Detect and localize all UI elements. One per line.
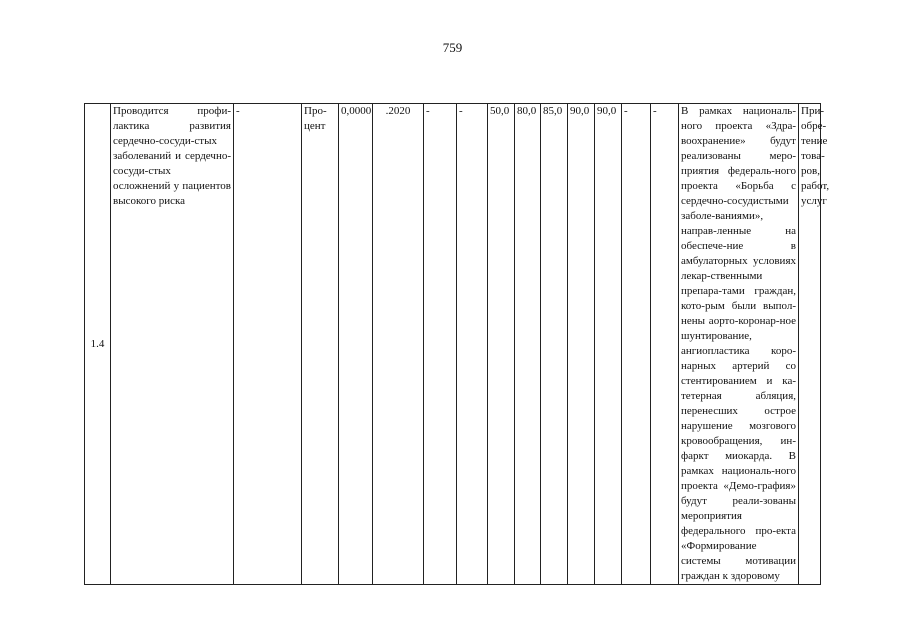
- value-3: 85,0: [543, 105, 563, 117]
- base-value-cell: [339, 104, 373, 585]
- value-2021-cell: [488, 104, 515, 585]
- value-2: 80,0: [517, 105, 537, 117]
- type-text: При-обре-тение това-ров, работ, услуг: [801, 105, 830, 207]
- measure-text: Проводится профи-лактика развития сердечно-сосуди-стых заболеваний и сердечно-сосуди-стых осложнений у пациентов высокого риска: [113, 105, 231, 207]
- col8-cell: [457, 104, 488, 585]
- unit-cell: [302, 104, 339, 585]
- value-4: 90,0: [570, 105, 590, 117]
- col14-value: -: [624, 105, 628, 117]
- description-cell: [679, 104, 799, 585]
- indicator-table: [84, 103, 830, 585]
- measure-cell: [111, 104, 234, 585]
- base-year: .2020: [385, 105, 411, 117]
- value-2025-cell: [595, 104, 622, 585]
- description-text: В рамках националь-ного проекта «Здра-воохранение» будут реализованы меро-приятия федераль-ного проекта «Борьба с сердечно-сосудистыми заболе-ваниями», направ-ленные на обеспече-ние в амбулаторных условиях лекар-ственными препара-тами граждан, кото-рым были выпол-нены аорто-коронар-ное шунтирование, ангиопластика корo-нарных артерий со стентированием и ка-тетерная абляция, перенесших острое нарушение мозгового кровообращения, ин-фаркт миокарда. В рамках националь-ного проекта «Демо-графия» будут реали-зованы мероприятия федерального про-екта «Формирование системы мотивации граждан к здоровому: [681, 105, 796, 582]
- value-2022-cell: [515, 104, 541, 585]
- row-number-cell: [85, 104, 111, 585]
- row-number: 1.4: [90, 337, 105, 350]
- table-row: [85, 104, 821, 585]
- col7-value: -: [426, 105, 430, 117]
- base-value: 0,0000: [341, 105, 372, 117]
- value-5: 90,0: [597, 105, 617, 117]
- col3-value: -: [236, 105, 240, 117]
- col7-cell: [424, 104, 457, 585]
- page-number: 759: [442, 40, 463, 55]
- value-2024-cell: [568, 104, 595, 585]
- value-1: 50,0: [490, 105, 510, 117]
- col8-value: -: [459, 105, 463, 117]
- col15-cell: [651, 104, 679, 585]
- col15-value: -: [653, 105, 657, 117]
- col14-cell: [622, 104, 651, 585]
- base-year-cell: [373, 104, 424, 585]
- unit-text: Про-цент: [304, 105, 327, 132]
- type-cell: [799, 104, 830, 585]
- value-2023-cell: [541, 104, 568, 585]
- col3-cell: [234, 104, 302, 585]
